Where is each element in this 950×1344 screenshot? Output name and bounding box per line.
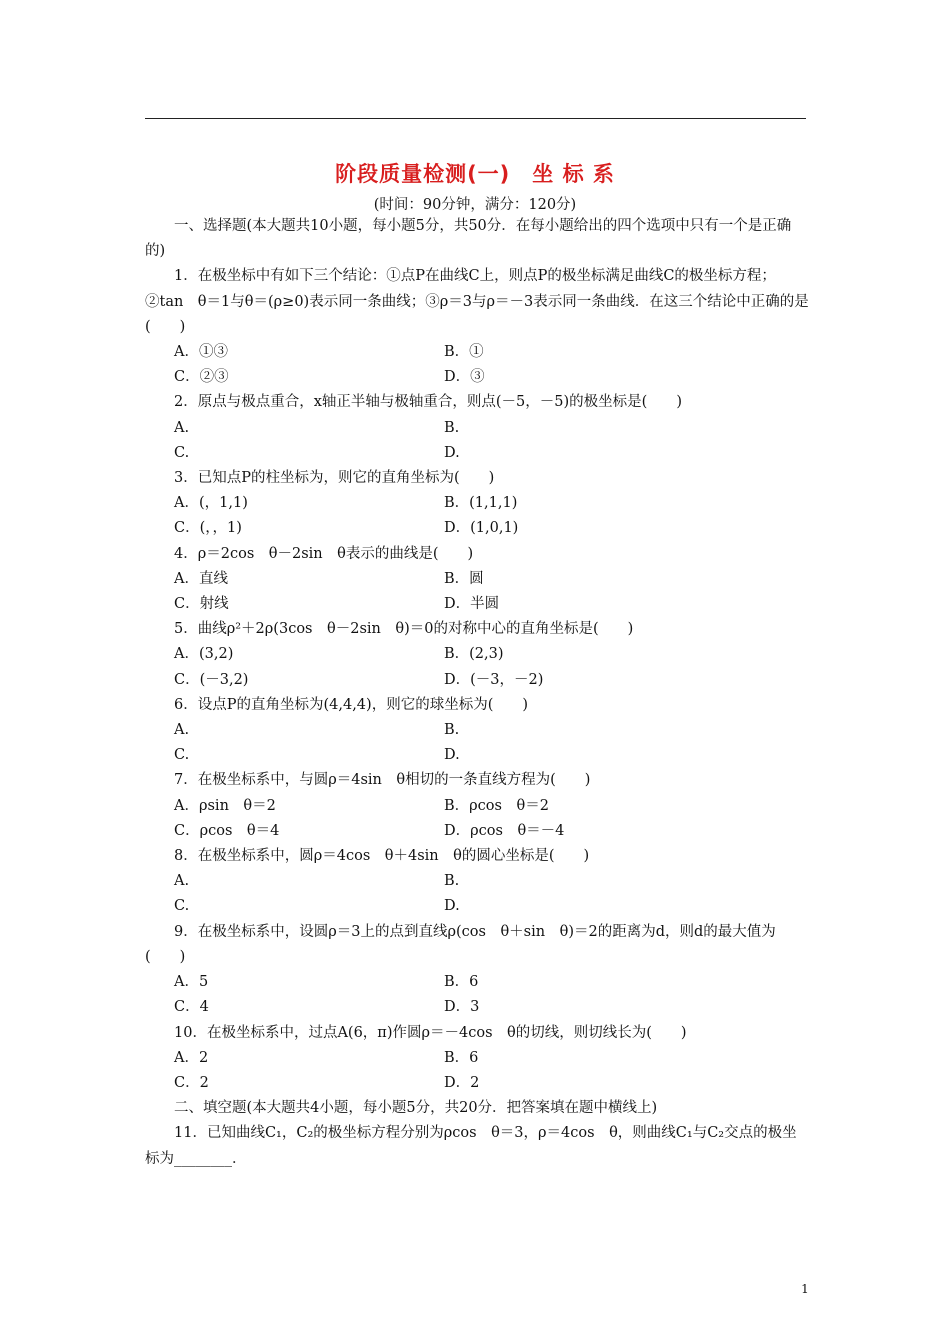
options-row xyxy=(145,995,809,1020)
options-row xyxy=(145,743,809,768)
option-c: C．2 xyxy=(174,1074,209,1091)
question-3: 3．已知点P的柱坐标为，则它的直角坐标为( ) xyxy=(174,470,495,487)
option-a: A．①③ xyxy=(174,344,228,361)
option-a: A．2 xyxy=(174,1049,209,1066)
options-row xyxy=(145,642,809,667)
option-d: D．3 xyxy=(444,999,480,1016)
options-row xyxy=(145,365,809,390)
option-a: A．直线 xyxy=(174,570,228,587)
options-row xyxy=(145,491,809,516)
exam-time-info: (时间：90分钟，满分：120分) xyxy=(373,197,577,213)
option-c: C．4 xyxy=(174,999,209,1016)
question-2: 2．原点与极点重合，x轴正半轴与极轴重合，则点(－5，－5)的极坐标是( ) xyxy=(174,394,682,411)
option-c: C．(，，1) xyxy=(174,520,242,537)
option-c: C. xyxy=(174,444,190,461)
option-d: D．半圆 xyxy=(444,596,500,613)
option-d: D．③ xyxy=(444,369,485,386)
option-d: D．2 xyxy=(444,1074,480,1091)
option-b: B．6 xyxy=(444,974,479,991)
option-d: D．(1,0,1) xyxy=(444,520,519,537)
option-d: D．(－3，－2) xyxy=(444,671,544,688)
option-b: B．圆 xyxy=(444,570,484,587)
option-d: D. xyxy=(444,444,460,461)
option-c: C．ρcos θ＝4 xyxy=(174,822,280,839)
options-row xyxy=(145,869,809,894)
header-rule xyxy=(145,118,806,119)
option-c: C. xyxy=(174,747,190,764)
option-a: A．ρsin θ＝2 xyxy=(174,797,276,814)
section-heading: 一、选择题(本大题共10小题，每小题5分，共50分．在每小题给出的四个选项中只有一个是正确的) xyxy=(145,218,792,260)
question-8: 8．在极坐标系中，圆ρ＝4cos θ＋4sin θ的圆心坐标是( ) xyxy=(174,848,590,865)
option-b: B. xyxy=(444,873,460,890)
option-a: A．(3,2) xyxy=(174,646,234,663)
question-11: 11．已知曲线C₁，C₂的极坐标方程分别为ρcos θ＝3，ρ＝4cos θ，则曲线C₁与C₂交点的极坐标为________． xyxy=(145,1125,797,1167)
question-7: 7．在极坐标系中，与圆ρ＝4sin θ相切的一条直线方程为( ) xyxy=(174,772,591,789)
option-c: C. xyxy=(174,898,190,915)
option-d: D. xyxy=(444,898,460,915)
options-row xyxy=(145,592,809,617)
page-title: 阶段质量检测(一) 坐 标 系 xyxy=(335,162,615,186)
option-b: B. xyxy=(444,722,460,739)
option-b: B. xyxy=(444,419,460,436)
question-10: 10．在极坐标系中，过点A(6，π)作圆ρ＝－4cos θ的切线，则切线长为( ) xyxy=(174,1024,687,1041)
question-5: 5．曲线ρ²＋2ρ(3cos θ－2sin θ)＝0的对称中心的直角坐标是( ) xyxy=(174,621,634,638)
options-row xyxy=(145,340,809,365)
exam-body xyxy=(145,214,809,1172)
question-6: 6．设点P的直角坐标为(4,4,4)，则它的球坐标为( ) xyxy=(174,696,529,713)
option-b: B．(1,1,1) xyxy=(444,495,518,512)
options-row xyxy=(145,1046,809,1071)
option-a: A. xyxy=(174,419,190,436)
question-4: 4．ρ＝2cos θ－2sin θ表示的曲线是( ) xyxy=(174,545,474,562)
options-row xyxy=(145,819,809,844)
option-b: B．① xyxy=(444,344,484,361)
options-row xyxy=(145,516,809,541)
options-row xyxy=(145,567,809,592)
option-b: B．6 xyxy=(444,1049,479,1066)
question-1: 1．在极坐标中有如下三个结论：①点P在曲线C上，则点P的极坐标满足曲线C的极坐标方程；②tan θ＝1与θ＝(ρ≥0)表示同一条曲线；③ρ＝3与ρ＝－3表示同一条曲线．在这三个结论中正确的是( ) xyxy=(145,268,809,335)
option-a: A. xyxy=(174,873,190,890)
section-heading: 二、填空题(本大题共4小题，每小题5分，共20分．把答案填在题中横线上) xyxy=(174,1100,658,1117)
options-row xyxy=(145,970,809,995)
options-row xyxy=(145,794,809,819)
page-number: 1 xyxy=(801,1282,809,1296)
option-b: B．(2,3) xyxy=(444,646,504,663)
question-9: 9．在极坐标系中，设圆ρ＝3上的点到直线ρ(cos θ＋sin θ)＝2的距离为d，则d的最大值为( ) xyxy=(145,923,776,965)
option-a: A．(，1,1) xyxy=(174,495,248,512)
option-a: A. xyxy=(174,722,190,739)
options-row xyxy=(145,441,809,466)
option-d: D．ρcos θ＝－4 xyxy=(444,822,565,839)
options-row xyxy=(145,668,809,693)
options-row xyxy=(145,718,809,743)
option-d: D. xyxy=(444,747,460,764)
option-c: C．(－3,2) xyxy=(174,671,249,688)
option-c: C．射线 xyxy=(174,596,229,613)
options-row xyxy=(145,416,809,441)
option-c: C．②③ xyxy=(174,369,229,386)
option-a: A．5 xyxy=(174,974,209,991)
options-row xyxy=(145,894,809,919)
option-b: B．ρcos θ＝2 xyxy=(444,797,549,814)
options-row xyxy=(145,1071,809,1096)
